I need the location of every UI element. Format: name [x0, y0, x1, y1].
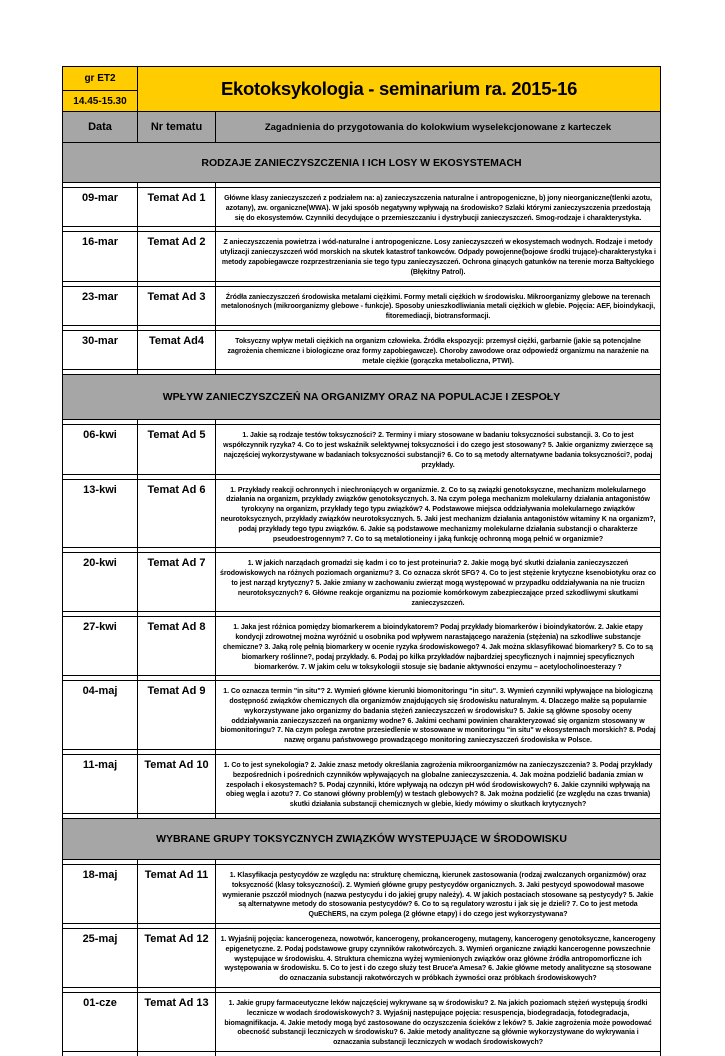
description-cell: 1. Klasyfikacja pestycydów ze względu na: strukturę chemiczną, kierunek zastosowania (rodzaj zwalczanych organizmów) oraz toksyczność (klasy toksyczności). 2. Wymień główne grupy pestycydów organicznych. 3. Jaki pestycyd spowodował masowe wymieranie pszczół miodnych (nazwa pestycydu i do jakiej grupy należy). 4. W jakich postaciach stosowane są pestycydy? 5. Jakie są alternatywne metody do stosowania pestycydów? 6. Co to są regulatory wzrostu i jak się je dzieli? 7. Co to jest metoda QuEChERS, na czym polega (2 główne etapy) i do czego jest wykorzystywana? — [216, 865, 661, 924]
group-label: gr ET2 — [63, 67, 138, 91]
date-cell: 23-mar — [63, 286, 138, 325]
description-cell: 1. Co to jest synekologia? 2. Jakie znasz metody określania zagrożenia mikroorganizmów na zanieczyszczenia? 3. Podaj przykłady bezpośrednich i pośrednich czynników wpływających na globalne zanieczyszczenia. 4. Jak można podzielić badania zmian w zespołach i ekosystemach? 5. Podaj czynniki, które wpływają na odczyn pH wód środowiskowych? 6. Jakie czynniki wpływają na obieg węgla i azotu? 7. Co stanowi główny problem(y) w testach glebowych? 8. Jak można podzielić (ze względu na czas trwania) skutki działania substancji chemicznych w glebie, kiedy mówimy o skutkach krytycznych? — [216, 755, 661, 814]
table-row — [63, 993, 661, 1052]
description-cell: 1. W jakich narządach gromadzi się kadm i co to jest proteinuria? 2. Jakie mogą być skutki działania zanieczyszczeń środowiskowych na różnych poziomach organizmu? 3. Co oznacza skrót SFG? 4. Co to jest stężenie krytyczne ksenobiotyku oraz co to jest narząd krytyczny? 5. Jakie zmiany w zachowaniu zwierząt mogą występować w przypadku oddziaływania na nie trucizn neurotoksycznych? 6. Główne reakcje organizmu na poziomie komórkowym zabezpieczające przed szkodliwymi skutkami zanieczyszczeń. — [216, 553, 661, 612]
description-cell: 1. Jakie są rodzaje testów toksyczności? 2. Terminy i miary stosowane w badaniu toksyczności substancji. 3. Co to jest współczynnik ryzyka? 4. Co to jest wskaźnik selektywnej toksyczności i do czego jest stosowany? 5. Jakie organizmy zwierzęce są najczęściej wykorzystywane w badaniach toksyczności substancji? 6. Co to są metody alternatywne badania toksyczności?, podaj przykłady. — [216, 425, 661, 474]
date-cell: 11-maj — [63, 755, 138, 814]
topic-cell: Temat Ad 5 — [138, 425, 216, 474]
topic-cell: Temat Ad4 — [138, 330, 216, 369]
column-header-date: Data — [63, 112, 138, 143]
description-cell: 1. Co oznacza termin "in situ"? 2. Wymień główne kierunki biomonitoringu "in situ". 3. Wymień czynniki wpływające na biologiczną dostępność związków chemicznych dla organizmów znajdujących się środowisku naturalnym. 4. Dlaczego małże są popularnie wykorzystywane jako organizmy do badania stężeń zanieczyszczeń w środowisku? 5. Jakie są główne sposoby oceny oddziaływania zanieczyszczeń na organizmy wodne? 6. Jakimi cechami powinien charakteryzować się organizm stosowany w biomonitoringu? 7. Na czym polega zwrotne przesiedlenie w stosowane w monitoringu "in situ" w ekosystemach morskich? 8. Podaj nazwę organu państwowego prowadzącego monitoring zanieczyszczeń środowiska w Polsce. — [216, 681, 661, 750]
description-cell: Źródła zanieczyszczeń środowiska metalami ciężkimi. Formy metali ciężkich w środowisku. Mikroorganizmy glebowe na terenach metalonośnych (mikroorganizmy glebowe - funkcje). Sposoby unieszkodliwiania metali ciężkich w glebie. Pojęcia: AEF, bioindykacji, fitoremediacji, biotransformacji. — [216, 286, 661, 325]
description-cell: 1. Przykłady reakcji ochronnych i niechroniących w organizmie. 2. Co to są związki genotoksyczne, mechanizm molekularnego działania na organizm, przykłady związków genotoksycznych. 3. Na czym polega mechanizm molekularny działania antagonistów tyrokxyny na organizm, przykłady tego typu związków? 4. Podstawowe miejsca oddziaływania molekularnego związków neurotoksycznych, przykłady związków neurotoksycznych. 5. Jaki jest mechanizm działania antagonistów witaminy K na organizm?, podaj przykłady tego typu związków. 6. Jakie są podstawowe mechanizmy molekularne działania substancji o charakterze pseudoestrogennym? 7. Co to są metalotioneiny i jaką funkcję ochronną mogą pełnić w organizmie? — [216, 479, 661, 548]
topic-cell: Temat Ad 1 — [138, 188, 216, 227]
table-row — [63, 865, 661, 924]
table-row — [63, 425, 661, 474]
table-row — [63, 929, 661, 988]
table-row — [63, 617, 661, 676]
topic-cell: Temat Ad 9 — [138, 681, 216, 750]
topic-cell: Temat Ad 11 — [138, 865, 216, 924]
topic-cell: Temat Ad 3 — [138, 286, 216, 325]
date-cell: 25-maj — [63, 929, 138, 988]
topic-cell: Temat Ad 8 — [138, 617, 216, 676]
date-cell: 06-kwi — [63, 425, 138, 474]
section-title: RODZAJE ZANIECZYSZCZENIA I ICH LOSY W EKOSYSTEMACH — [63, 143, 661, 183]
column-header-description: Zagadnienia do przygotowania do kolokwium wyselekcjonowane z karteczek — [216, 112, 661, 143]
description-cell: 1. Jaka jest różnica pomiędzy biomarkerem a bioindykatorem? Podaj przykłady biomarkerów i bioindykatorów. 2. Jakie etapy kondycji zdrowotnej można wyróżnić u osobnika pod wpływem narastającego narażenia (stężenia) na szkodliwe substancje chemiczne? 3. Jaką rolę pełnią biomarkery w ocenie ryzyka środowiskowego? 4. Jak można sklasyfikować biomarkery? 5. Co to są biomarkery roślinne?, podaj przykłady. 6. Podaj po kilka przykładów najbardziej specyficznych i najmniej specyficznych biomarkerów. 7. W jakim celu w toksykologii stosuje się badanie aktywności enzymu – acetylocholinoesterazy ? — [216, 617, 661, 676]
date-cell: 01-cze — [63, 993, 138, 1052]
date-cell: 30-mar — [63, 330, 138, 369]
page-title: Ekotoksykologia - seminarium ra. 2015-16 — [138, 67, 661, 112]
date-cell: 04-maj — [63, 681, 138, 750]
description-cell: 1. Jakie grupy farmaceutyczne leków najczęściej wykrywane są w środowisku? 2. Na jakich poziomach stężeń występują środki lecznicze w wodach środowiskowych? 3. Wyjaśnij następujące pojęcia: resuspencja, biodegradacja, fotodegradacja, biomagnifikacja. 4. Jakie metody mogą być zastosowane do oczyszczenia ścieków z leków? 5. Jakie zagrożenia może powodować obecność substancji leczniczych w środowisku? 6. Jakie metody analityczne są głównie wykorzystywane do wykrywania i oznaczania substancji leczniczych w wodach środowiskowych? — [216, 993, 661, 1052]
date-cell: 16-mar — [63, 232, 138, 281]
table-row — [63, 232, 661, 281]
table-row — [63, 553, 661, 612]
table-row — [63, 755, 661, 814]
date-cell: 09-mar — [63, 188, 138, 227]
section-title: WPŁYW ZANIECZYSZCZEŃ NA ORGANIZMY ORAZ NA POPULACJE I ZESPOŁY — [63, 375, 661, 420]
date-cell: 18-maj — [63, 865, 138, 924]
table-row — [63, 681, 661, 750]
column-header-topic: Nr tematu — [138, 112, 216, 143]
topic-cell: Temat Ad 13 — [138, 993, 216, 1052]
table-row — [63, 330, 661, 369]
date-cell: 20-kwi — [63, 553, 138, 612]
date-cell: 13-kwi — [63, 479, 138, 548]
description-cell: Z anieczyszczenia powietrza i wód-naturalne i antropogeniczne. Losy zanieczyszczeń w ekosystemach wodnych. Rodzaje i metody utylizacji zanieczyszczeń wód morskich na skutek katastrof tankowców. Odpady powojenne(bojowe środki trujące)-charakterystyka i metody zapobiegawcze rozprzestrzeniania sie tego typu zanieczyszczeń. Ochrona ginących gatunków na terenie morza Bałtyckiego (Błękitny Patrol). — [216, 232, 661, 281]
topic-cell: Temat Ad 12 — [138, 929, 216, 988]
table-row — [63, 479, 661, 548]
table-row — [63, 286, 661, 325]
topic-cell: Temat Ad 10 — [138, 755, 216, 814]
schedule-table — [62, 66, 661, 1056]
table-row — [63, 188, 661, 227]
topic-cell: Temat Ad 2 — [138, 232, 216, 281]
description-cell: Toksyczny wpływ metali ciężkich na organizm człowieka. Źródła ekspozycji: przemysł ciężki, garbarnie (jakie są potencjalne zagrożenia chemiczne i biologiczne oraz formy zapobiegawcze). Choroby zawodowe oraz odpowiedź organizmu na narażenie na metale ciężkie (gorączka metaboliczna, PTWI). — [216, 330, 661, 369]
description-cell: Główne klasy zanieczyszczeń z podziałem na: a) zanieczyszczenia naturalne i antropogeniczne, b) jony nieorganiczne(tlenki azotu, azotany), zw. organiczne(WWA). W jaki sposób negatywny wpływają na środowisko? Szlaki którymi zanieczyszczenia przedostają się do ekosystemów. Czynniki decydujące o przemieszczaniu i dystrybucji zanieczyszczeń. Smog-rodzaje i charakterystyka. — [216, 188, 661, 227]
time-label: 14.45-15.30 — [63, 91, 138, 112]
topic-cell: Temat Ad 7 — [138, 553, 216, 612]
description-cell: 1. Wyjaśnij pojęcia: kancerogeneza, nowotwór, kancerogeny, prokancerogeny, mutageny, kancerogeny genotoksyczne, kancerogeny epigenetyczne. 2. Podaj podstawowe grupy czynników rakotwórczych. 3. Wymień organiczne związki kancerogenne powszechnie występujące w środowisku. 4. Struktura chemiczna wyżej wymienionych związków oraz główne źródła antropomorficzne ich występowania w środowisku. 5. Co to jest i do czego służy test Bruce'a Amesa? 6. Jakie główne metody analityczne są stosowane do oznaczania substancji rakotwórczych w próbkach żywności oraz próbkach środowiskowych? — [216, 929, 661, 988]
topic-cell: Temat Ad 6 — [138, 479, 216, 548]
date-cell: 27-kwi — [63, 617, 138, 676]
section-title: WYBRANE GRUPY TOKSYCZNYCH ZWIĄZKÓW WYSTEPUJĄCE W ŚRODOWISKU — [63, 819, 661, 860]
